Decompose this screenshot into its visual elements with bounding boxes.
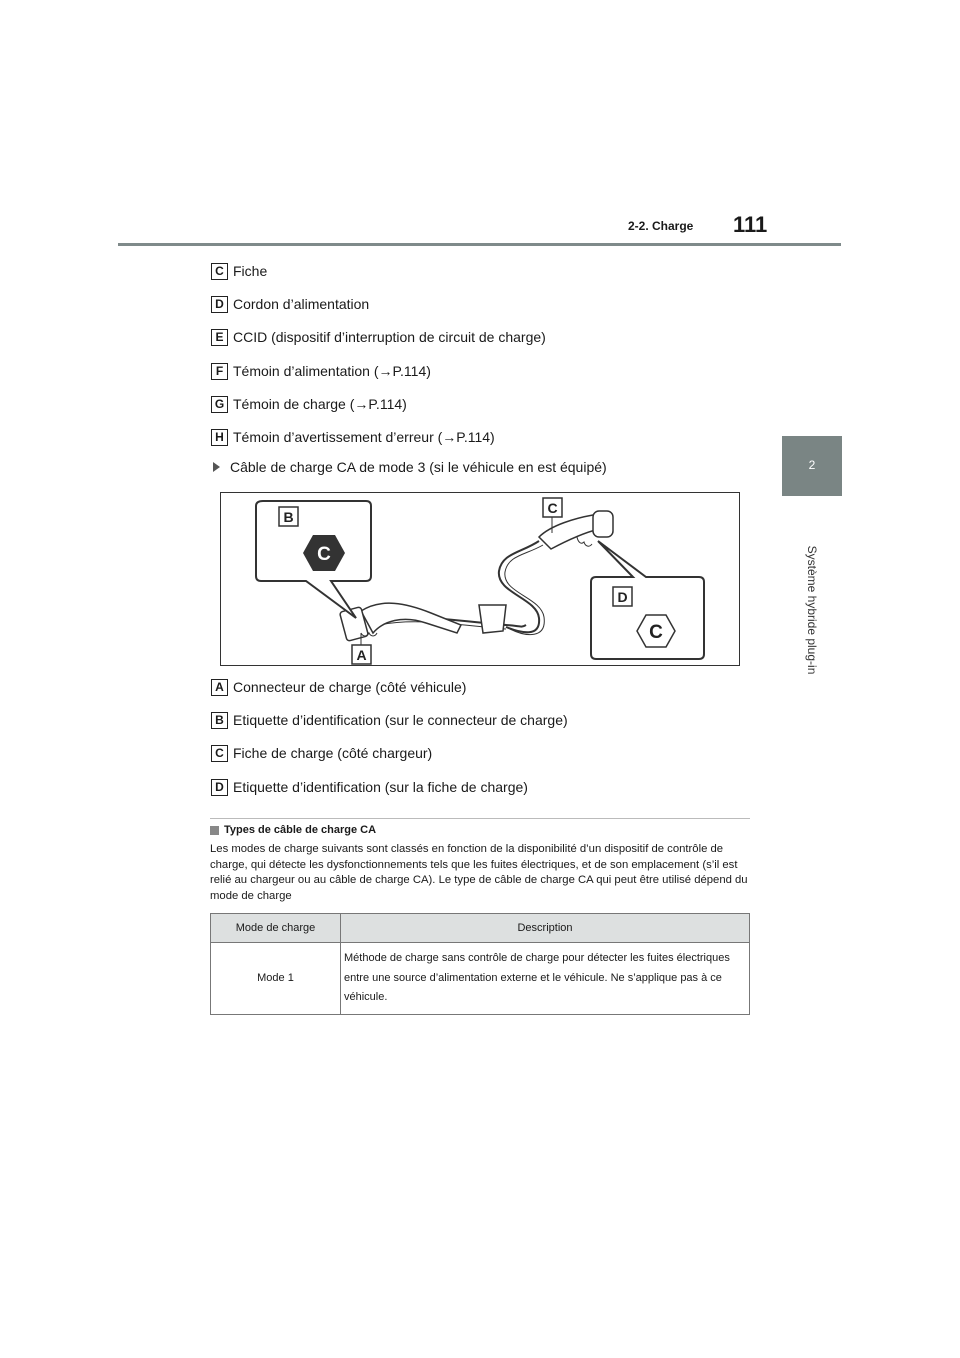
chapter-number: 2	[808, 458, 816, 472]
charging-cable-figure	[220, 492, 740, 666]
letter-badge: H	[211, 429, 228, 446]
letter-badge: B	[211, 712, 228, 729]
section-body: Les modes de charge suivants sont classés en fonction de la disponibilité d’un dispositif de contrôle de charge, qui détecte les dysfonctionnements tels que les fuites électriques, et de son emplacement (s’il est relié au chargeur ou au câble de charge CA). Le type de câble de charge CA qui peut être utilisé dépend du mode de charge	[210, 843, 748, 902]
header-rule	[118, 243, 841, 246]
list-item	[211, 294, 369, 314]
section-divider	[210, 818, 750, 819]
section-header: 2-2. Charge	[628, 219, 694, 233]
list-item	[211, 427, 495, 447]
list-item-text: Fiche de charge (côté chargeur)	[233, 745, 433, 761]
list-item-text: Témoin d’alimentation (→P.114)	[233, 363, 431, 379]
letter-badge: C	[211, 745, 228, 762]
letter-badge: D	[211, 296, 228, 313]
bullet-heading-text: Câble de charge CA de mode 3 (si le véhicule en est équipé)	[230, 459, 607, 475]
letter-badge: E	[211, 329, 228, 346]
label-b: B	[283, 509, 294, 525]
list-item	[211, 361, 431, 381]
letter-badge: G	[211, 396, 228, 413]
list-item-text: CCID (dispositif d’interruption de circuit de charge)	[233, 329, 546, 345]
charge-mode-table	[210, 913, 750, 1015]
hex-label-right: C	[649, 622, 663, 643]
table-header-mode: Mode de charge	[211, 914, 341, 943]
list-item	[211, 710, 568, 730]
list-item	[211, 743, 432, 763]
page-number: 111	[733, 212, 768, 237]
list-item-text: Etiquette d’identification (sur le connecteur de charge)	[233, 712, 568, 728]
list-item-text: Cordon d’alimentation	[233, 296, 370, 312]
hex-label-left: C	[317, 544, 331, 565]
bullet-heading	[211, 459, 607, 475]
triangle-bullet-icon	[213, 462, 220, 472]
list-item-text: Témoin de charge (→P.114)	[233, 396, 407, 412]
table-row	[211, 943, 750, 1015]
list-item-text: Connecteur de charge (côté véhicule)	[233, 679, 467, 695]
letter-badge: C	[211, 263, 228, 280]
table-header-description: Description	[341, 914, 750, 943]
letter-badge: A	[211, 679, 228, 696]
table-cell-mode: Mode 1	[211, 943, 341, 1015]
list-item-text: Fiche	[233, 263, 268, 279]
list-item	[211, 327, 546, 347]
list-item	[211, 777, 528, 797]
label-d: D	[617, 589, 628, 605]
section-title	[210, 824, 376, 836]
chapter-title: Système hybride plug-in	[805, 545, 819, 675]
table-header-row	[211, 914, 750, 943]
list-item	[211, 261, 267, 281]
list-item	[211, 394, 407, 414]
label-a: A	[356, 647, 367, 663]
letter-badge: F	[211, 363, 228, 380]
label-c: C	[547, 500, 558, 516]
charging-cable-illustration	[221, 493, 739, 665]
list-item-text: Témoin d’avertissement d’erreur (→P.114)	[233, 429, 495, 445]
list-item-text: Etiquette d’identification (sur la fiche de charge)	[233, 779, 528, 795]
square-bullet-icon	[210, 826, 219, 835]
letter-badge: D	[211, 779, 228, 796]
list-item	[211, 677, 466, 697]
table-cell-description: Méthode de charge sans contrôle de charge pour détecter les fuites électriques entre une source d’alimentation externe et le véhicule. Ne s’applique pas à ce véhicule.	[341, 943, 750, 1015]
section-title-text: Types de câble de charge CA	[224, 824, 377, 836]
